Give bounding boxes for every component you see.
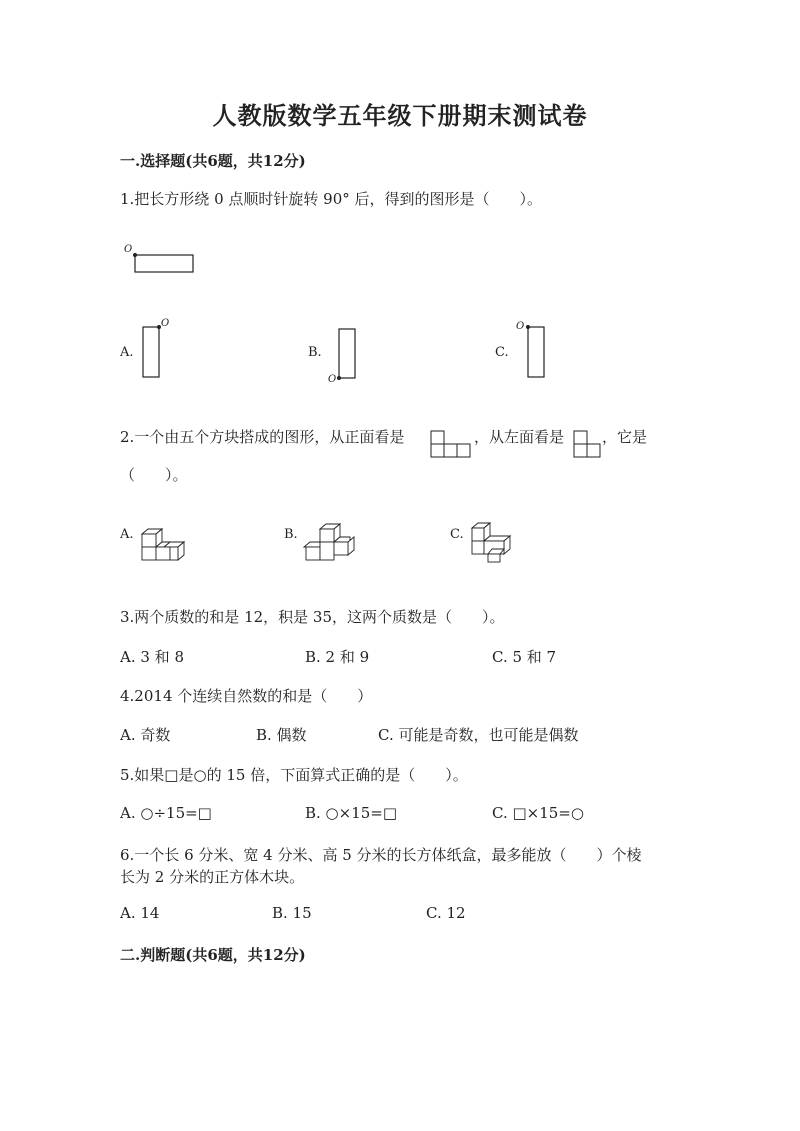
q2-left-view-cell xyxy=(587,444,600,457)
q2-option-a-cubes-figure xyxy=(140,520,190,565)
q2-front-view-cell xyxy=(444,444,457,457)
q3-option-b: B. 2 和 9 xyxy=(305,648,370,666)
q1-option-b-label: B. xyxy=(308,345,322,360)
q1-pivot-point xyxy=(133,253,137,257)
q5-option-b: B. ○×15=□ xyxy=(305,804,398,822)
q4-option-b: B. 偶数 xyxy=(256,726,307,744)
question-2-text-b: ，从左面看是 xyxy=(474,428,565,446)
q1-pivot-label: O xyxy=(124,244,133,255)
q2-front-view-cell xyxy=(431,431,444,444)
question-2-text-a: 2.一个由五个方块搭成的图形，从正面看是 xyxy=(120,428,405,446)
q2-front-view-cell xyxy=(431,444,444,457)
q6-option-b: B. 15 xyxy=(272,904,312,922)
q2-option-c-cubes-figure xyxy=(468,518,518,566)
q4-option-c: C. 可能是奇数，也可能是偶数 xyxy=(378,726,579,744)
q2-option-b-label: B. xyxy=(284,527,298,542)
q1-option-c-point-label: O xyxy=(516,321,525,332)
q2-option-c-label: C. xyxy=(450,527,464,542)
q2-option-a-label: A. xyxy=(120,527,134,542)
q1-option-c-label: C. xyxy=(495,345,509,360)
q1-option-c-point xyxy=(526,325,530,329)
q1-rectangle xyxy=(135,255,193,272)
q1-option-a-figure xyxy=(140,318,180,383)
q1-original-rectangle-figure xyxy=(120,240,210,280)
q2-front-view-cell xyxy=(457,444,470,457)
q4-option-a: A. 奇数 xyxy=(120,726,171,744)
q1-option-c-figure xyxy=(512,318,552,383)
question-1: 1.把长方形绕 0 点顺时针旋转 90° 后，得到的图形是（ ）。 xyxy=(120,190,543,208)
question-2-text-c: ，它是 xyxy=(602,428,648,446)
q1-option-b-rectangle xyxy=(339,329,355,378)
section-heading-choice: 一.选择题(共6题，共12分) xyxy=(120,152,306,170)
q1-option-a-label: A. xyxy=(120,345,134,360)
question-6-line-1: 6.一个长 6 分米、宽 4 分米、高 5 分米的长方体纸盒，最多能放（ ）个棱 xyxy=(120,846,642,864)
q6-option-a: A. 14 xyxy=(120,904,160,922)
question-2-text-d: （ ）。 xyxy=(120,466,188,484)
q1-option-b-point-label: O xyxy=(328,374,337,385)
q1-option-b-point xyxy=(337,376,341,380)
q2-left-view-figure xyxy=(573,428,603,464)
q5-option-a: A. ○÷15=□ xyxy=(120,804,212,822)
q2-front-view-figure xyxy=(430,428,472,464)
q1-option-a-rectangle xyxy=(143,327,159,377)
q2-option-b-cubes-figure xyxy=(302,520,354,565)
q1-option-b-figure xyxy=(325,325,365,387)
question-5: 5.如果□是○的 15 倍，下面算式正确的是（ ）。 xyxy=(120,766,468,784)
q2-left-view-cell xyxy=(574,444,587,457)
question-6-line-2: 长为 2 分米的正方体木块。 xyxy=(120,868,305,886)
q1-option-c-rectangle xyxy=(528,327,544,377)
q3-option-a: A. 3 和 8 xyxy=(120,648,184,666)
page-title: 人教版数学五年级下册期末测试卷 xyxy=(212,101,588,130)
question-3: 3.两个质数的和是 12，积是 35，这两个质数是（ ）。 xyxy=(120,608,505,626)
question-4: 4.2014 个连续自然数的和是（ ） xyxy=(120,687,373,705)
section-heading-judgment: 二.判断题(共6题，共12分) xyxy=(120,946,306,964)
q2-left-view-cell xyxy=(574,431,587,444)
q3-option-c: C. 5 和 7 xyxy=(492,648,557,666)
q5-option-c: C. □×15=○ xyxy=(492,804,584,822)
q6-option-c: C. 12 xyxy=(426,904,466,922)
q1-option-a-point-label: O xyxy=(161,318,170,329)
